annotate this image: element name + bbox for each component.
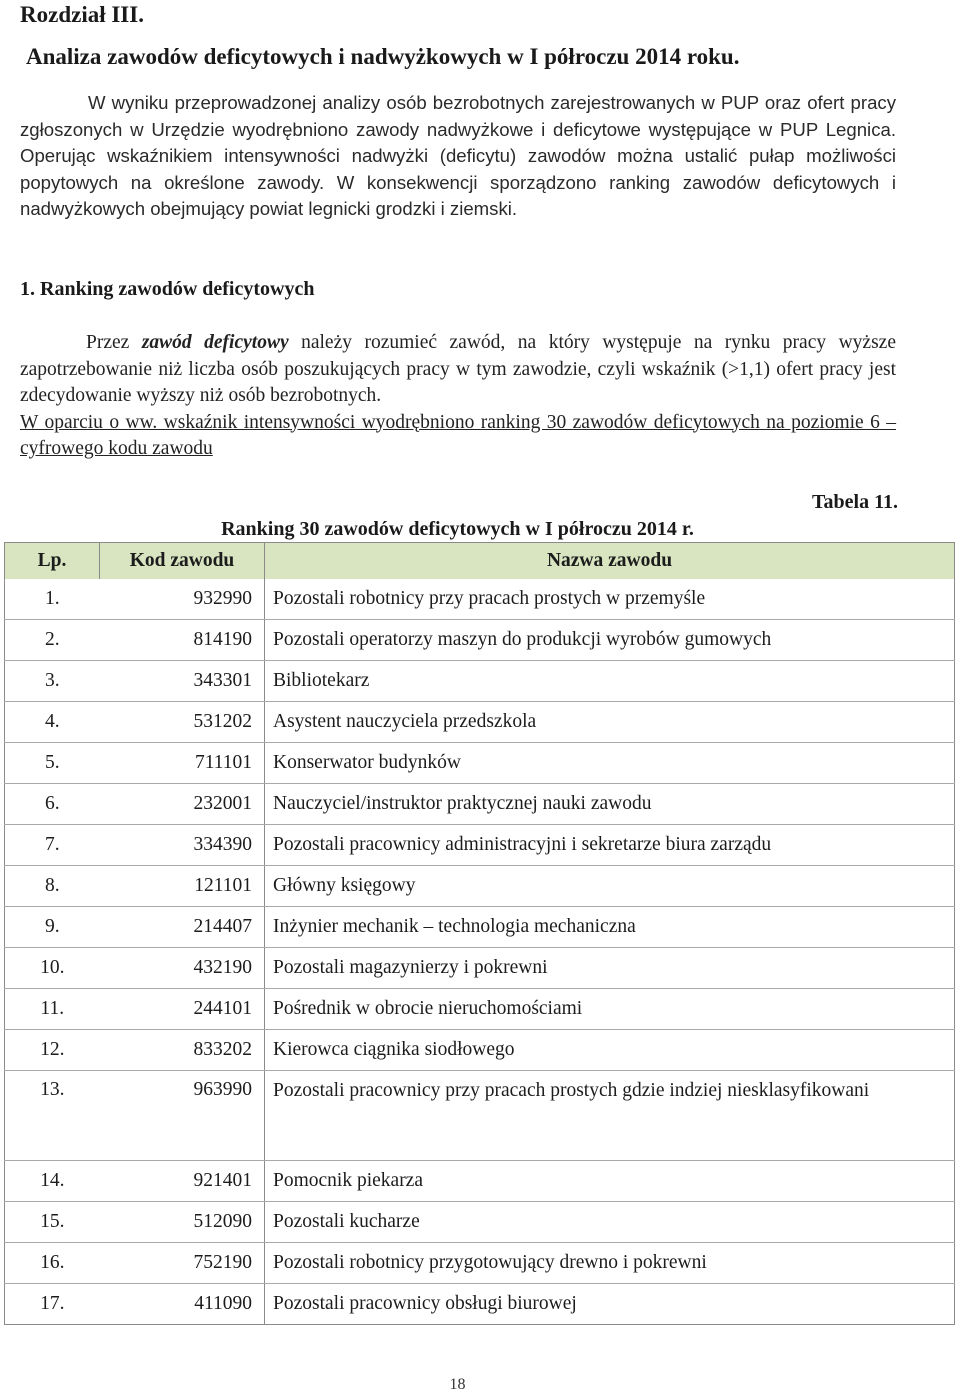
table-row xyxy=(5,784,955,825)
cell-nazwa: Nauczyciel/instruktor praktycznej nauki zawodu xyxy=(265,784,955,825)
table-row xyxy=(5,948,955,989)
cell-nazwa: Pozostali kucharze xyxy=(265,1202,955,1243)
cell-nazwa: Inżynier mechanik – technologia mechaniczna xyxy=(265,907,955,948)
cell-lp: 6. xyxy=(5,784,100,825)
cell-nazwa: Pozostali pracownicy administracyjni i sekretarze biura zarządu xyxy=(265,825,955,866)
table-row xyxy=(5,579,955,620)
table-row xyxy=(5,1243,955,1284)
cell-lp: 16. xyxy=(5,1243,100,1284)
cell-lp: 14. xyxy=(5,1161,100,1202)
definition-term: zawód deficytowy xyxy=(141,332,289,353)
table-row xyxy=(5,1284,955,1325)
cell-kod: 814190 xyxy=(100,620,265,661)
table-row xyxy=(5,1202,955,1243)
cell-kod: 411090 xyxy=(100,1284,265,1325)
cell-lp: 17. xyxy=(5,1284,100,1325)
intro-paragraph xyxy=(20,90,896,223)
table-caption: Ranking 30 zawodów deficytowych w I półroczu 2014 r. xyxy=(221,518,694,540)
cell-kod: 711101 xyxy=(100,743,265,784)
cell-lp: 2. xyxy=(5,620,100,661)
cell-lp: 15. xyxy=(5,1202,100,1243)
definition-underlined: W oparciu o ww. wskaźnik intensywności wyodrębniono ranking 30 zawodów deficytowych na poziomie 6 – cyfrowego kodu zawodu xyxy=(20,411,896,459)
cell-lp: 12. xyxy=(5,1030,100,1071)
table-row xyxy=(5,907,955,948)
cell-lp: 8. xyxy=(5,866,100,907)
table-row xyxy=(5,866,955,907)
cell-lp: 13. xyxy=(5,1071,100,1161)
table-row xyxy=(5,825,955,866)
header-lp: Lp. xyxy=(5,543,100,580)
cell-kod: 921401 xyxy=(100,1161,265,1202)
cell-kod: 121101 xyxy=(100,866,265,907)
table-row xyxy=(5,1161,955,1202)
cell-nazwa: Pozostali pracownicy przy pracach prostych gdzie indziej niesklasyfikowani xyxy=(265,1071,955,1161)
page-number: 18 xyxy=(449,1376,466,1393)
cell-nazwa: Pozostali magazynierzy i pokrewni xyxy=(265,948,955,989)
cell-nazwa: Pozostali operatorzy maszyn do produkcji wyrobów gumowych xyxy=(265,620,955,661)
cell-kod: 512090 xyxy=(100,1202,265,1243)
cell-kod: 531202 xyxy=(100,702,265,743)
cell-kod: 343301 xyxy=(100,661,265,702)
section-heading: 1. Ranking zawodów deficytowych xyxy=(20,278,315,300)
cell-kod: 963990 xyxy=(100,1071,265,1161)
cell-nazwa: Bibliotekarz xyxy=(265,661,955,702)
cell-lp: 9. xyxy=(5,907,100,948)
cell-kod: 432190 xyxy=(100,948,265,989)
table-label: Tabela 11. xyxy=(812,491,898,513)
table-row xyxy=(5,743,955,784)
cell-nazwa: Pozostali robotnicy przygotowujący drewno i pokrewni xyxy=(265,1243,955,1284)
cell-nazwa: Główny księgowy xyxy=(265,866,955,907)
cell-lp: 7. xyxy=(5,825,100,866)
header-nazwa: Nazwa zawodu xyxy=(265,543,955,580)
cell-nazwa: Pozostali pracownicy obsługi biurowej xyxy=(265,1284,955,1325)
cell-nazwa: Pozostali robotnicy przy pracach prostych w przemyśle xyxy=(265,579,955,620)
cell-nazwa: Asystent nauczyciela przedszkola xyxy=(265,702,955,743)
cell-lp: 5. xyxy=(5,743,100,784)
cell-nazwa: Pomocnik piekarza xyxy=(265,1161,955,1202)
table-row xyxy=(5,620,955,661)
cell-kod: 232001 xyxy=(100,784,265,825)
header-kod: Kod zawodu xyxy=(100,543,265,580)
definition-prefix: Przez xyxy=(86,332,142,353)
table-row xyxy=(5,1030,955,1071)
cell-nazwa: Kierowca ciągnika siodłowego xyxy=(265,1030,955,1071)
cell-lp: 11. xyxy=(5,989,100,1030)
table-body xyxy=(5,579,955,1325)
cell-kod: 932990 xyxy=(100,579,265,620)
cell-kod: 833202 xyxy=(100,1030,265,1071)
cell-kod: 244101 xyxy=(100,989,265,1030)
intro-text: W wyniku przeprowadzonej analizy osób bezrobotnych zarejestrowanych w PUP oraz ofert pracy zgłoszonych w Urzędzie wyodrębniono zawody nadwyżkowe i deficytowe występujące w PUP Legnica. Operując wskaźnikiem intensywności nadwyżki (deficytu) zawodów można ustalić pułap możliwości popytowych na określone zawody. W konsekwencji sporządzono ranking zawodów deficytowych i nadwyżkowych obejmujący powiat legnicki grodzki i ziemski. xyxy=(20,92,896,219)
cell-nazwa: Pośrednik w obrocie nieruchomościami xyxy=(265,989,955,1030)
cell-kod: 334390 xyxy=(100,825,265,866)
table-row xyxy=(5,989,955,1030)
cell-lp: 4. xyxy=(5,702,100,743)
cell-nazwa: Konserwator budynków xyxy=(265,743,955,784)
chapter-title: Analiza zawodów deficytowych i nadwyżkowych w I półroczu 2014 roku. xyxy=(26,44,740,69)
table-row xyxy=(5,661,955,702)
chapter-number: Rozdział III. xyxy=(20,2,144,27)
table-header-row xyxy=(5,543,955,580)
table-row xyxy=(5,702,955,743)
table-row xyxy=(5,1071,955,1161)
definition-body: należy rozumieć zawód, na który występuje na rynku pracy wyższe zapotrzebowanie niż liczba osób poszukujących pracy w tym zawodzie, czyli wskaźnik (>1,1) ofert pracy jest zdecydowanie wyższy niż osób bezrobotnych. xyxy=(20,332,896,406)
cell-lp: 10. xyxy=(5,948,100,989)
cell-lp: 3. xyxy=(5,661,100,702)
cell-lp: 1. xyxy=(5,579,100,620)
cell-kod: 214407 xyxy=(100,907,265,948)
definition-paragraph xyxy=(20,330,896,463)
cell-kod: 752190 xyxy=(100,1243,265,1284)
ranking-table xyxy=(4,542,955,1325)
